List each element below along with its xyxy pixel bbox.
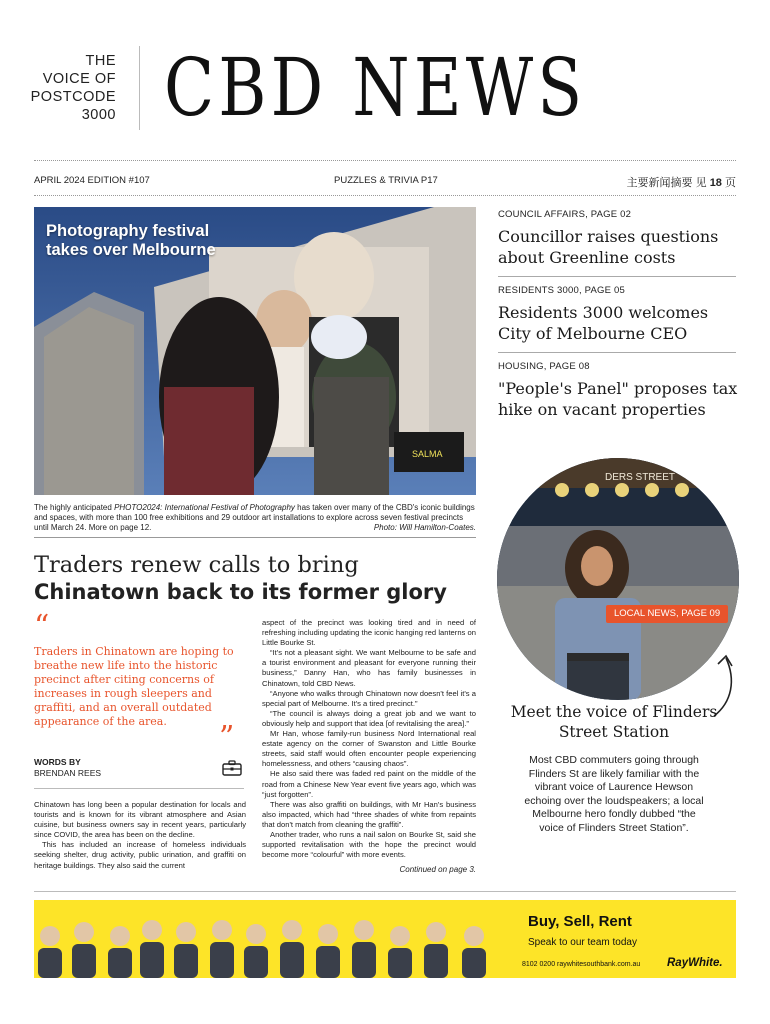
article-paragraph: He also said there was faded red paint on the middle of the road from a Chinese New Year event five years ago, which was “just forgotten”.: [262, 769, 476, 799]
tagline-line: 3000: [81, 107, 116, 123]
rail-headline-peoples-panel[interactable]: "People's Panel" proposes tax hike on vacant properties: [498, 379, 738, 419]
tagline-line: THE: [85, 53, 116, 69]
caption-festival-name: PHOTO2024: International Festival of Photography: [114, 503, 295, 512]
byline-author: BRENDAN REES: [34, 768, 102, 778]
masthead-divider: [139, 46, 140, 130]
article-paragraph: Chinatown has long been a popular destination for locals and tourists and is known for its vibrant atmosphere and Asian cuisine, but business owners say in recent years, particularly since COVID, the area has been on the decline.: [34, 800, 246, 840]
rail-section-label: RESIDENTS 3000, PAGE 05: [498, 285, 625, 296]
rail-section-label: HOUSING, PAGE 08: [498, 361, 590, 372]
chinese-summary-link[interactable]: [627, 174, 736, 190]
byline: [34, 757, 101, 779]
masthead-tagline: [20, 52, 116, 124]
ray-white-logo: RayWhite.: [667, 957, 723, 969]
portrait-photo[interactable]: [497, 458, 739, 700]
masthead-title: CBD NEWS: [164, 41, 587, 134]
feature-body: Most CBD commuters going through Flinders St are likely familiar with the vibrant voice of Laurence Hewson echoing over the loudspeakers; a local Melbourne hero fondly dubbed “the voice of Flinders Street Station”.: [524, 754, 704, 834]
open-quote-mark: “: [34, 609, 50, 644]
puzzles-link[interactable]: PUZZLES & TRIVIA P17: [334, 175, 438, 186]
photo-credit: Photo: Will Hamilton-Coates.: [373, 523, 476, 532]
ad-subtitle: Speak to our team today: [528, 937, 637, 948]
article-paragraph: There was also graffiti on buildings, with Mr Han's business also impacted, which had “three shades of white from repaints that don't match from cleaning the graffiti”.: [262, 799, 476, 829]
rail-divider: [498, 276, 736, 277]
tagline-line: VOICE OF: [42, 71, 116, 87]
lead-headline-line1: Traders renew calls to bring: [34, 552, 359, 578]
article-paragraph: “Anyone who walks through Chinatown now doesn't feel it's a special part of Melbourne. It's a tired precinct.”: [262, 688, 476, 708]
article-paragraph: “The council is always doing a great job and we want to obviously help and support that idea [of revitalising the area].”: [262, 708, 476, 728]
byline-label: WORDS BY: [34, 757, 81, 767]
portrait-illustration: [497, 458, 739, 700]
section-divider: [34, 537, 476, 538]
article-paragraph: Another trader, who runs a nail salon on Bourke St, said she supported revitalisation with the hope the precinct would become more “colourful” with more events.: [262, 829, 476, 860]
ad-title: Buy, Sell, Rent: [528, 913, 632, 930]
hero-title[interactable]: Photography festival takes over Melbourne: [46, 222, 216, 259]
footer-divider: [34, 891, 736, 892]
edition-bar: [34, 175, 736, 189]
byline-divider: [34, 788, 244, 789]
ad-contact[interactable]: 8102 0200 raywhitesouthbank.com.au: [522, 961, 641, 968]
rail-section-label: COUNCIL AFFAIRS, PAGE 02: [498, 209, 632, 220]
feature-headline[interactable]: Meet the voice of Flinders Street Station: [510, 703, 718, 741]
lead-headline[interactable]: [34, 552, 484, 606]
briefcase-icon: [222, 760, 242, 776]
article-paragraph: aspect of the precinct was looking tired and in need of refreshing including updating the iconic hanging red lanterns on Little Bourke St.: [262, 618, 476, 648]
edition-label: APRIL 2024 EDITION #107: [34, 175, 150, 186]
article-paragraph: “It's not a pleasant sight. We want Melbourne to be safe and a tourist environment and pleasant for everyone running their business,” Danny Han, who has family businesses in Chinatown, told CBD News.: [262, 648, 476, 688]
article-column-1: [34, 800, 246, 871]
article-column-2: [262, 618, 476, 860]
close-quote-mark: ”: [219, 720, 235, 755]
article-paragraph: Mr Han, whose family-run business Nord International real estate agency on the corner of Swanston and Little Bourke streets, said staff would often encounter people experiencing homelessness, and others “causing chaos”.: [262, 729, 476, 769]
rail-headline-greenline[interactable]: Councillor raises questions about Greenline costs: [498, 227, 719, 267]
lead-headline-line2: Chinatown back to its former glory: [34, 580, 447, 604]
dotted-divider: [34, 160, 736, 161]
caption-text: has taken over many of the CBD's iconic buildings and spaces, with more than 100 free exhibitions and 29 outdoor art installations to explore across seven festival precincts until March 24. More on page 12.: [34, 503, 475, 532]
caption-text: The highly anticipated: [34, 503, 115, 512]
station-sign-text: DERS STREET: [605, 472, 676, 483]
hero-sign-text: SALMA: [412, 449, 443, 459]
rail-headline-ceo[interactable]: Residents 3000 welcomes City of Melbourne CEO: [498, 303, 709, 343]
tagline-line: POSTCODE: [30, 89, 116, 105]
dotted-divider: [34, 195, 736, 196]
rail-divider: [498, 352, 736, 353]
pull-quote: Traders in Chinatown are hoping to breathe new life into the historic precinct after citing concerns of increases in rough sleepers and graffiti, and an overall outdated appearance of the area.: [34, 645, 234, 728]
article-paragraph: This has included an increase of homeless individuals seeking shelter, drug activity, public urination, and graffiti on heritage buildings. They also said the current: [34, 840, 246, 870]
chinese-summary-text: 主要新闻摘要 见: [626, 177, 707, 189]
chinese-page-number: 18: [709, 177, 722, 189]
continued-link[interactable]: Continued on page 3.: [399, 865, 476, 874]
local-news-badge[interactable]: LOCAL NEWS, PAGE 09: [606, 605, 728, 623]
chinese-page-suffix: 页: [725, 177, 736, 189]
hero-caption: [34, 503, 476, 533]
